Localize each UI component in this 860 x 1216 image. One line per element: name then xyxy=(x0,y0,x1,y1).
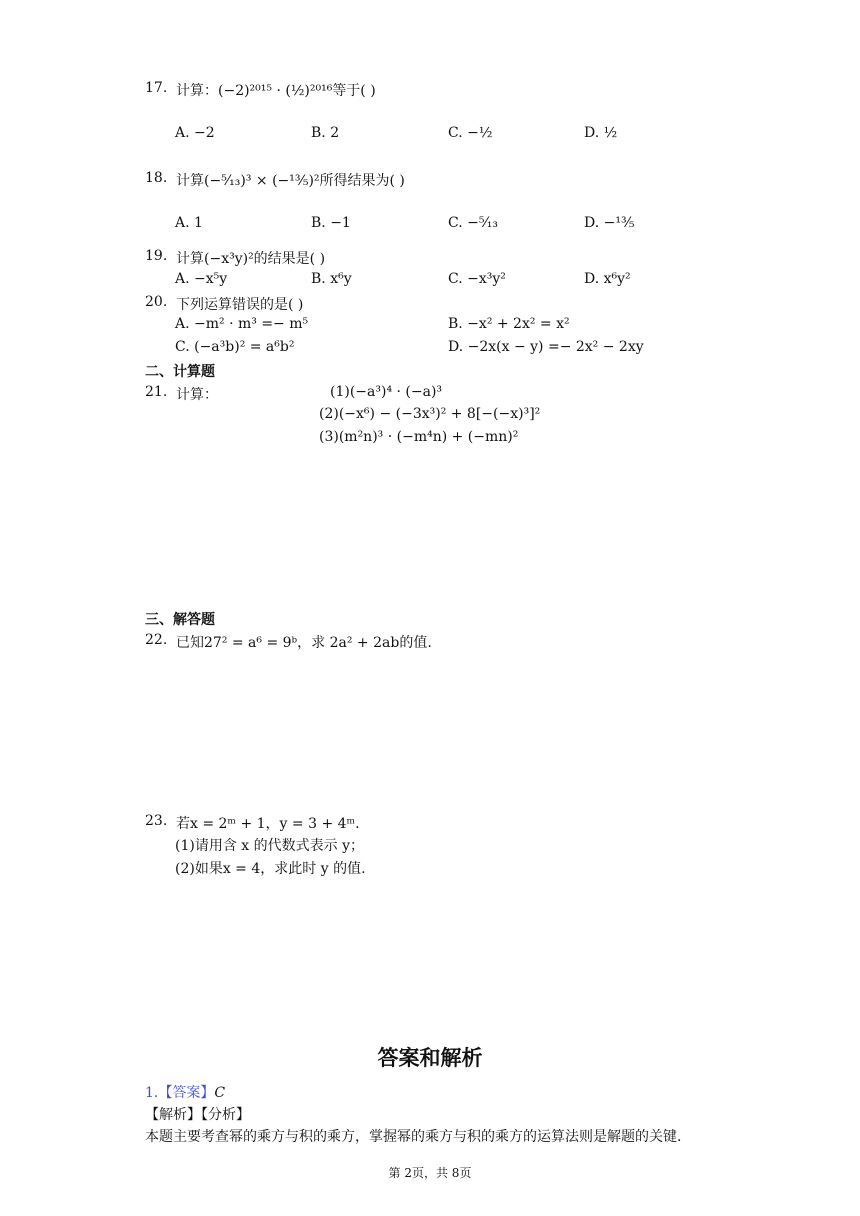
q23-part-1: (1)请用含 x 的代数式表示 y； xyxy=(175,838,364,854)
q23-part-2: (2)如果x = 4，求此时 y 的值. xyxy=(175,861,366,877)
q18-stem: 计算(−⁵⁄₁₃)³ × (−¹³⁄₅)²所得结果为( ) xyxy=(176,173,405,189)
answer-1-text: 本题主要考查幂的乘方与积的乘方，掌握幂的乘方与积的乘方的运算法则是解题的关键. xyxy=(145,1129,682,1145)
q17-option-b: B. 2 xyxy=(311,125,340,141)
q22-stem: 已知27² = a⁶ = 9ᵇ，求 2a² + 2ab的值. xyxy=(176,635,432,651)
q20-option-a: A. −m² · m³ =− m⁵ xyxy=(175,316,309,332)
q19-option-d: D. x⁶y² xyxy=(584,271,631,287)
q18-option-d: D. −¹³⁄₅ xyxy=(584,215,635,231)
q17-number: 17. xyxy=(145,80,168,96)
q18-number: 18. xyxy=(145,170,168,186)
q17-stem: 计算：(−2)²⁰¹⁵ · (½)²⁰¹⁶等于( ) xyxy=(176,83,376,99)
answer-1-head: 1.【答案】 xyxy=(145,1085,215,1101)
section-heading-calculation: 二、计算题 xyxy=(145,364,215,380)
q22-number: 22. xyxy=(145,632,168,648)
q21-part-2: (2)(−x⁶) − (−3x³)² + 8[−(−x)³]² xyxy=(319,406,541,422)
section-heading-solution: 三、解答题 xyxy=(145,612,215,628)
q21-part-1: (1)(−a³)⁴ · (−a)³ xyxy=(330,384,443,400)
q19-option-a: A. −x⁵y xyxy=(175,271,228,287)
q18-option-b: B. −1 xyxy=(311,215,351,231)
page-footer: 第 2页，共 8页 xyxy=(388,1166,472,1180)
q17-option-d: D. ½ xyxy=(584,125,618,141)
q19-option-b: B. x⁶y xyxy=(311,271,352,287)
q21-number: 21. xyxy=(145,384,168,400)
q20-option-d: D. −2x(x − y) =− 2x² − 2xy xyxy=(448,339,644,355)
q20-option-c: C. (−a³b)² = a⁶b² xyxy=(175,339,295,355)
q19-number: 19. xyxy=(145,248,168,264)
answer-title: 答案和解析 xyxy=(377,1046,483,1070)
q23-number: 23. xyxy=(145,813,168,829)
q19-option-c: C. −x³y² xyxy=(448,271,506,287)
answer-1-line xyxy=(145,1082,225,1102)
q17-option-c: C. −½ xyxy=(448,125,493,141)
q17-option-a: A. −2 xyxy=(175,125,215,141)
q19-stem: 计算(−x³y)²的结果是( ) xyxy=(176,251,326,267)
answer-1-analysis: 【解析】【分析】 xyxy=(145,1107,250,1123)
q21-part-3: (3)(m²n)³ · (−m⁴n) + (−mn)² xyxy=(319,429,519,445)
q20-number: 20. xyxy=(145,294,168,310)
q18-option-c: C. −⁵⁄₁₃ xyxy=(448,215,499,231)
q18-option-a: A. 1 xyxy=(175,215,203,231)
q23-stem: 若x = 2ᵐ + 1，y = 3 + 4ᵐ. xyxy=(176,816,360,832)
q21-label: 计算： xyxy=(176,387,218,403)
answer-1-value: C xyxy=(214,1085,226,1101)
q20-option-b: B. −x² + 2x² = x² xyxy=(448,316,570,332)
q20-stem: 下列运算错误的是( ) xyxy=(176,297,304,313)
